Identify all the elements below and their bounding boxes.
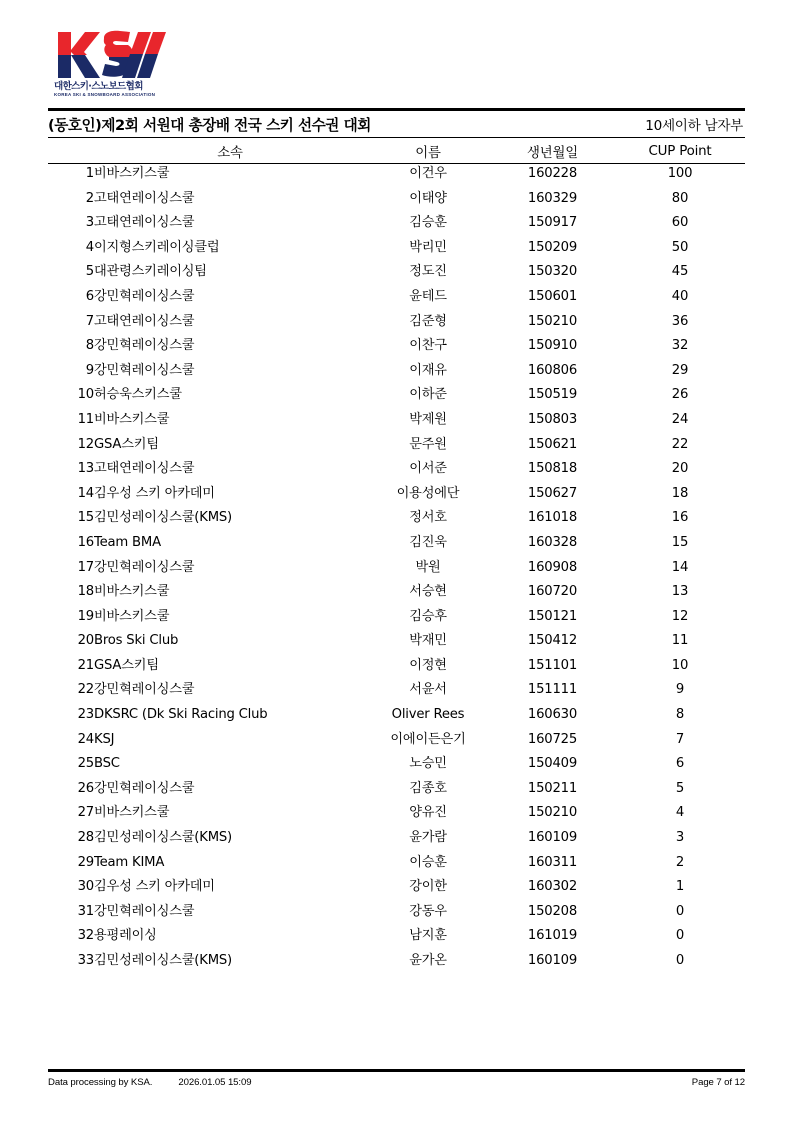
cell-point: 13 (671, 584, 689, 600)
table-row (48, 260, 745, 285)
cell-dob: 161018 (527, 510, 578, 526)
cell-dob: 160720 (527, 584, 578, 600)
cell-team: 허승욱스키스쿨 (94, 387, 182, 403)
cell-dob: 150412 (527, 633, 578, 649)
cell-rank: 25 (77, 756, 94, 772)
cell-point: 7 (675, 731, 685, 747)
cell-name: 강동우 (409, 903, 447, 919)
cell-name: 문주원 (409, 436, 447, 452)
cell-name: 김승훈 (409, 215, 447, 231)
cell-name: 이찬구 (409, 338, 447, 354)
cell-rank: 3 (85, 215, 94, 231)
table-row (48, 900, 745, 925)
cell-dob: 160630 (527, 707, 578, 723)
cell-point: 36 (671, 313, 689, 329)
cell-point: 16 (671, 510, 689, 526)
cell-name: 윤가람 (409, 830, 447, 846)
cell-rank: 20 (77, 633, 94, 649)
cell-point: 29 (671, 362, 689, 378)
cell-dob: 150803 (527, 411, 578, 427)
cell-rank: 26 (77, 780, 94, 796)
cell-point: 4 (675, 805, 685, 821)
cell-dob: 150121 (527, 608, 578, 624)
cell-point: 15 (671, 534, 689, 550)
cell-team: 강민혁레이싱스쿨 (94, 682, 195, 698)
logo-english-name: KOREA SKI & SNOWBOARD ASSOCIATION (54, 92, 156, 97)
table-row (48, 949, 745, 974)
page-footer (48, 1074, 745, 1090)
cell-team: 김민성레이싱스쿨(KMS) (94, 953, 232, 968)
table-header (48, 140, 745, 162)
table-row (48, 310, 745, 335)
cell-rank: 24 (77, 731, 94, 747)
table-row (48, 433, 745, 458)
cell-team: Bros Ski Club (94, 633, 179, 649)
page-title: (동호인)제2회 서원대 총장배 전국 스키 선수권 대회 (48, 116, 371, 134)
cell-dob: 150210 (527, 805, 578, 821)
ksa-logo (54, 30, 172, 102)
table-row (48, 826, 745, 851)
table-row (48, 728, 745, 753)
footer-timestamp: 2026.01.05 15:09 (178, 1076, 252, 1088)
rule-above-footer (48, 1069, 745, 1072)
column-header-rank (48, 140, 94, 162)
table-row (48, 678, 745, 703)
cell-rank: 7 (85, 313, 94, 329)
cell-rank: 33 (77, 953, 94, 968)
cell-team: BSC (94, 756, 120, 772)
cell-point: 14 (671, 559, 689, 575)
cell-dob: 160725 (527, 731, 578, 747)
column-header-name: 이름 (415, 145, 441, 161)
footer-processing-note: Data processing by KSA. (48, 1076, 153, 1088)
cell-team: 강민혁레이싱스쿨 (94, 362, 195, 378)
cell-dob: 160228 (527, 166, 578, 181)
cell-point: 20 (671, 461, 689, 477)
cell-point: 50 (671, 239, 689, 255)
cell-name: 서윤서 (409, 682, 447, 698)
cell-name: 정도진 (409, 264, 447, 280)
cell-point: 80 (671, 190, 689, 206)
cell-rank: 27 (77, 805, 94, 821)
table-row (48, 162, 745, 187)
cell-dob: 150211 (527, 780, 578, 796)
table-row (48, 211, 745, 236)
cell-name: 윤테드 (409, 288, 447, 304)
cell-team: DKSRC (Dk Ski Racing Club (94, 707, 268, 723)
cell-name: 이재유 (409, 362, 447, 378)
cell-rank: 16 (77, 534, 94, 550)
table-row (48, 777, 745, 802)
cell-team: Team BMA (94, 534, 161, 550)
results-table (48, 140, 745, 974)
cell-dob: 150627 (527, 485, 578, 501)
ksa-logo-mark-icon (54, 30, 166, 80)
table-row (48, 654, 745, 679)
cell-dob: 150917 (527, 215, 578, 231)
cell-team: 강민혁레이싱스쿨 (94, 288, 195, 304)
cell-rank: 6 (85, 288, 94, 304)
cell-rank: 1 (85, 166, 94, 181)
category-label: 10세이하 남자부 (645, 118, 743, 134)
cell-team: 고태연레이싱스쿨 (94, 461, 195, 477)
cell-team: GSA스키팀 (94, 436, 159, 452)
cell-point: 32 (671, 338, 689, 354)
cell-point: 22 (671, 436, 689, 452)
cell-team: 비바스키스쿨 (94, 608, 170, 624)
cell-dob: 160302 (527, 879, 578, 895)
cell-dob: 150519 (527, 387, 578, 403)
cell-team: 이지형스키레이싱클럽 (94, 239, 220, 255)
cell-name: 이용성에단 (396, 485, 460, 501)
cell-dob: 161019 (527, 928, 578, 944)
cell-rank: 15 (77, 510, 94, 526)
cell-rank: 19 (77, 608, 94, 624)
cell-name: 강이한 (409, 879, 447, 895)
cell-name: 김승후 (409, 608, 447, 624)
cell-name: Oliver Rees (391, 707, 465, 723)
cell-rank: 14 (77, 485, 94, 501)
rule-above-title (48, 108, 745, 111)
cell-team: 비바스키스쿨 (94, 166, 170, 181)
table-row (48, 236, 745, 261)
cell-point: 45 (671, 264, 689, 280)
table-row (48, 629, 745, 654)
table-row (48, 457, 745, 482)
cell-team: 고태연레이싱스쿨 (94, 215, 195, 231)
cell-rank: 23 (77, 707, 94, 723)
cell-rank: 2 (85, 190, 94, 206)
cell-name: 서승현 (409, 584, 447, 600)
table-row (48, 875, 745, 900)
cell-name: 김진욱 (409, 534, 447, 550)
cell-team: 강민혁레이싱스쿨 (94, 559, 195, 575)
cell-name: 이태양 (409, 190, 447, 206)
cell-name: 이정현 (409, 657, 447, 673)
cell-team: 강민혁레이싱스쿨 (94, 780, 195, 796)
cell-team: GSA스키팀 (94, 657, 159, 673)
cell-point: 24 (671, 411, 689, 427)
table-row (48, 359, 745, 384)
cell-dob: 150818 (527, 461, 578, 477)
cell-name: 김준형 (409, 313, 447, 329)
cell-point: 18 (671, 485, 689, 501)
table-row (48, 580, 745, 605)
cell-name: 김종호 (409, 780, 447, 796)
cell-team: 김우성 스키 아카데미 (94, 485, 215, 501)
table-row (48, 703, 745, 728)
cell-dob: 150910 (527, 338, 578, 354)
cell-point: 0 (675, 928, 685, 944)
cell-name: 정서호 (409, 510, 447, 526)
cell-point: 26 (671, 387, 689, 403)
cell-team: KSJ (94, 731, 115, 747)
cell-team: 김민성레이싱스쿨(KMS) (94, 510, 232, 526)
cell-point: 0 (675, 953, 685, 968)
cell-dob: 151101 (527, 657, 578, 673)
cell-team: 비바스키스쿨 (94, 584, 170, 600)
column-header-dob: 생년월일 (527, 145, 578, 161)
cell-dob: 150601 (527, 288, 578, 304)
cell-name: 박원 (415, 559, 441, 575)
logo-korean-name: 대한스키·스노보드협회 (54, 81, 143, 92)
cell-dob: 150320 (527, 264, 578, 280)
cell-rank: 29 (77, 854, 94, 870)
cell-rank: 28 (77, 830, 94, 846)
cell-rank: 5 (85, 264, 94, 280)
cell-point: 2 (675, 854, 685, 870)
cell-dob: 150210 (527, 313, 578, 329)
cell-rank: 10 (77, 387, 94, 403)
table-header-row (48, 140, 745, 162)
cell-dob: 160109 (527, 830, 578, 846)
cell-name: 이승훈 (409, 854, 447, 870)
table-row (48, 752, 745, 777)
cell-point: 3 (675, 830, 685, 846)
cell-dob: 150621 (527, 436, 578, 452)
cell-team: 고태연레이싱스쿨 (94, 313, 195, 329)
cell-rank: 4 (85, 239, 94, 255)
cell-point: 5 (675, 780, 685, 796)
cell-team: 비바스키스쿨 (94, 805, 170, 821)
cell-team: 비바스키스쿨 (94, 411, 170, 427)
cell-point: 60 (671, 215, 689, 231)
cell-team: 용평레이싱 (94, 928, 157, 944)
table-row (48, 408, 745, 433)
cell-rank: 9 (85, 362, 94, 378)
cell-name: 박제원 (409, 411, 447, 427)
cell-rank: 22 (77, 682, 94, 698)
cell-dob: 160329 (527, 190, 578, 206)
cell-point: 9 (675, 682, 685, 698)
cell-dob: 160109 (527, 953, 578, 968)
cell-rank: 11 (77, 411, 94, 427)
cell-dob: 150209 (527, 239, 578, 255)
cell-point: 12 (671, 608, 689, 624)
cell-rank: 17 (77, 559, 94, 575)
table-row (48, 924, 745, 949)
table-row (48, 605, 745, 630)
cell-dob: 150208 (527, 903, 578, 919)
cell-team: 강민혁레이싱스쿨 (94, 338, 195, 354)
cell-point: 40 (671, 288, 689, 304)
cell-team: 김우성 스키 아카데미 (94, 879, 215, 895)
cell-team: 고태연레이싱스쿨 (94, 190, 195, 206)
cell-point: 8 (675, 707, 685, 723)
cell-name: 남지훈 (409, 928, 447, 944)
cell-point: 0 (675, 903, 685, 919)
table-row (48, 851, 745, 876)
cell-team: Team KIMA (94, 854, 165, 870)
cell-name: 노승민 (409, 756, 447, 772)
table-row (48, 801, 745, 826)
table-row (48, 187, 745, 212)
table-row (48, 334, 745, 359)
cell-dob: 160328 (527, 534, 578, 550)
cell-rank: 18 (77, 584, 94, 600)
cell-team: 강민혁레이싱스쿨 (94, 903, 195, 919)
cell-point: 6 (675, 756, 685, 772)
rule-below-title (48, 137, 745, 138)
cell-dob: 160908 (527, 559, 578, 575)
cell-rank: 12 (77, 436, 94, 452)
cell-dob: 160806 (527, 362, 578, 378)
table-row (48, 556, 745, 581)
cell-name: 윤가온 (409, 953, 447, 968)
cell-name: 이하준 (409, 387, 447, 403)
cell-point: 100 (667, 166, 693, 181)
table-row (48, 506, 745, 531)
column-header-point: CUP Point (648, 143, 712, 159)
cell-rank: 31 (77, 903, 94, 919)
cell-rank: 8 (85, 338, 94, 354)
cell-team: 대관령스키레이싱팀 (94, 264, 207, 280)
cell-name: 이서준 (409, 461, 447, 477)
table-row (48, 383, 745, 408)
cell-rank: 13 (77, 461, 94, 477)
cell-name: 이에이든은기 (390, 731, 466, 747)
cell-rank: 30 (77, 879, 94, 895)
table-row (48, 531, 745, 556)
cell-name: 박재민 (409, 633, 447, 649)
cell-name: 이건우 (409, 166, 447, 181)
table-row (48, 482, 745, 507)
cell-point: 11 (671, 633, 689, 649)
cell-dob: 160311 (527, 854, 578, 870)
cell-dob: 150409 (527, 756, 578, 772)
table-body (48, 162, 745, 974)
cell-dob: 151111 (527, 682, 578, 698)
cell-point: 10 (671, 657, 689, 673)
cell-name: 박리민 (409, 239, 447, 255)
cell-rank: 21 (77, 657, 94, 673)
column-header-team: 소속 (217, 145, 243, 161)
title-row (48, 112, 745, 136)
cell-point: 1 (675, 879, 685, 895)
footer-page-number: Page 7 of 12 (691, 1076, 745, 1088)
cell-name: 양유진 (409, 805, 447, 821)
cell-team: 김민성레이싱스쿨(KMS) (94, 830, 232, 846)
cell-rank: 32 (77, 928, 94, 944)
table-row (48, 285, 745, 310)
